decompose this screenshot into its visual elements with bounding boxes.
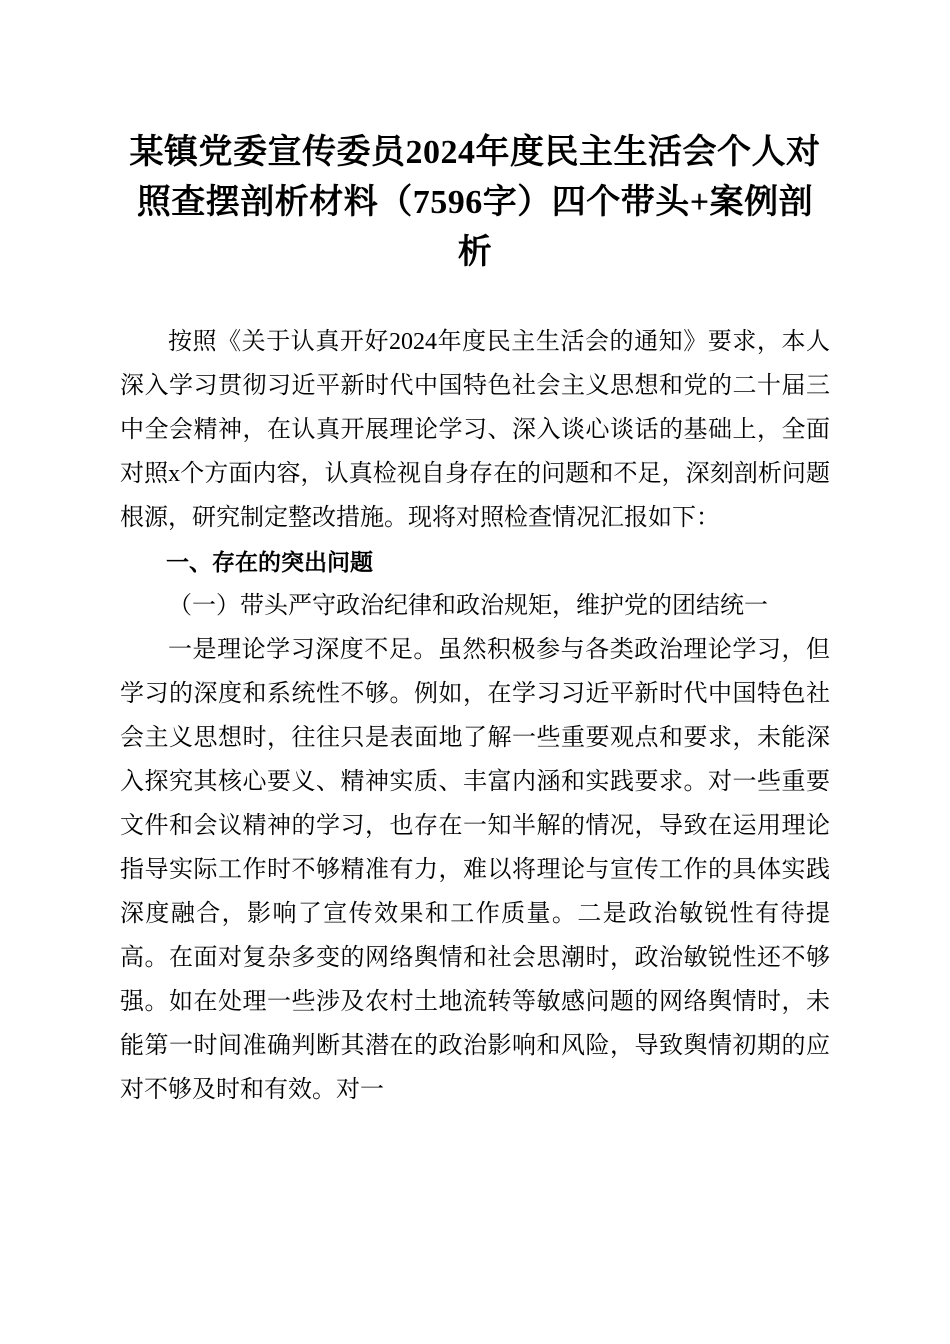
document-title: 某镇党委宣传委员2024年度民主生活会个人对照查摆剖析材料（7596字）四个带头+案例剖析 bbox=[129, 134, 821, 271]
paragraph-intro: 按照《关于认真开好2024年度民主生活会的通知》要求，本人深入学习贯彻习近平新时代中国特色社会主义思想和党的二十届三中全会精神，在认真开展理论学习、深入谈心谈话的基础上，全面对照x个方面内容，认真检视自身存在的问题和不足，深刻剖析问题根源，研究制定整改措施。现将对照检查情况汇报如下： bbox=[120, 329, 830, 531]
subsection-heading-discipline: （一）带头严守政治纪律和政治规矩，维护党的团结统一 bbox=[168, 593, 768, 619]
section-heading-problems: 一、存在的突出问题 bbox=[166, 549, 373, 575]
paragraph-body-analysis: 一是理论学习深度不足。虽然积极参与各类政治理论学习，但学习的深度和系统性不够。例如，在学习习近平新时代中国特色社会主义思想时，往往只是表面地了解一些重要观点和要求，未能深入探究其核心要义、精神实质、丰富内涵和实践要求。对一些重要文件和会议精神的学习，也存在一知半解的情况，导致在运用理论指导实际工作时不够精准有力，难以将理论与宣传工作的具体实践深度融合，影响了宣传效果和工作质量。二是政治敏锐性有待提高。在面对复杂多变的网络舆情和社会思潮时，政治敏锐性还不够强。如在处理一些涉及农村土地流转等敏感问题的网络舆情时，未能第一时间准确判断其潜在的政治影响和风险，导致舆情初期的应对不够及时和有效。对一 bbox=[120, 637, 830, 1103]
